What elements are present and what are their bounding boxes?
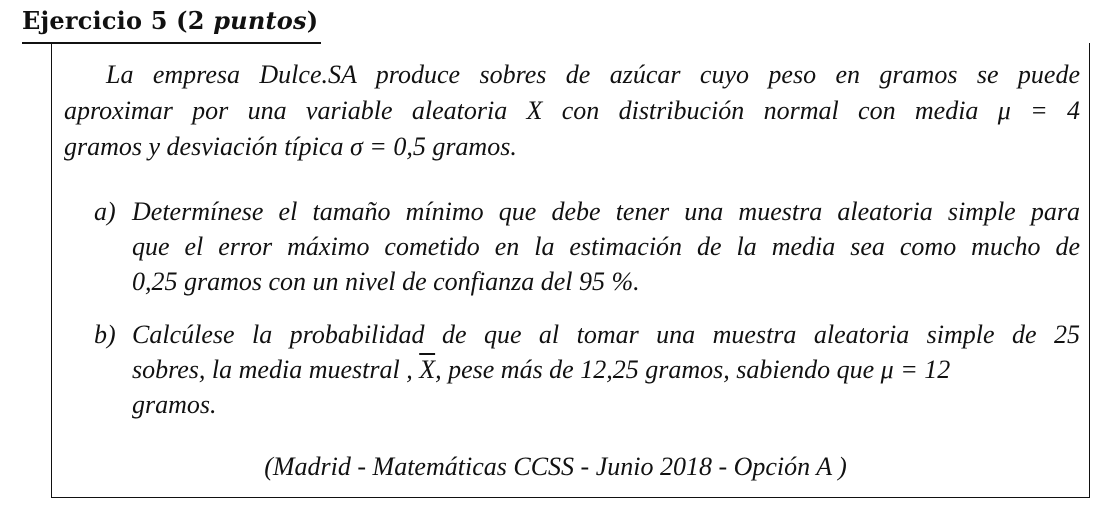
part-a-line-2: que el error máximo cometido en la estimación de la media sea como mucho de — [132, 232, 1080, 261]
part-a-line-1: Determínese el tamaño mínimo que debe tener una muestra aleatoria simple para — [132, 197, 1080, 226]
part-b-label: b) — [94, 320, 116, 349]
source-citation: (Madrid - Matemáticas CCSS - Junio 2018 - Opción A ) — [264, 452, 847, 481]
exercise-title — [22, 6, 318, 35]
part-b-line-3: gramos. — [132, 390, 217, 419]
part-a-line-3: 0,25 gramos con un nivel de confianza del 95 %. — [132, 267, 640, 296]
part-b-line-1: Calcúlese la probabilidad de que al tomar una muestra aleatoria simple de 25 — [132, 320, 1080, 349]
sample-mean-symbol: $\overline{X}$ — [419, 355, 436, 384]
intro-line-3: gramos y desviación típica σ = 0,5 gramos. — [64, 132, 517, 161]
title-close: ) — [306, 6, 319, 35]
part-b-line-2-pre: sobres, la media muestral , — [132, 355, 420, 384]
part-a-label: a) — [94, 197, 116, 226]
title-main: Ejercicio 5 (2 — [22, 6, 214, 35]
part-b-line-2-post: , pese más de 12,25 gramos, sabiendo que μ = 12 — [435, 355, 951, 384]
part-b-line-2 — [132, 355, 1080, 385]
title-points: puntos — [213, 6, 307, 35]
intro-line-1: La empresa Dulce.SA produce sobres de azúcar cuyo peso en gramos se puede — [106, 60, 1080, 89]
part-b-line-2-text — [132, 355, 950, 385]
intro-line-2: aproximar por una variable aleatoria X con distribución normal con media μ = 4 — [64, 96, 1080, 125]
